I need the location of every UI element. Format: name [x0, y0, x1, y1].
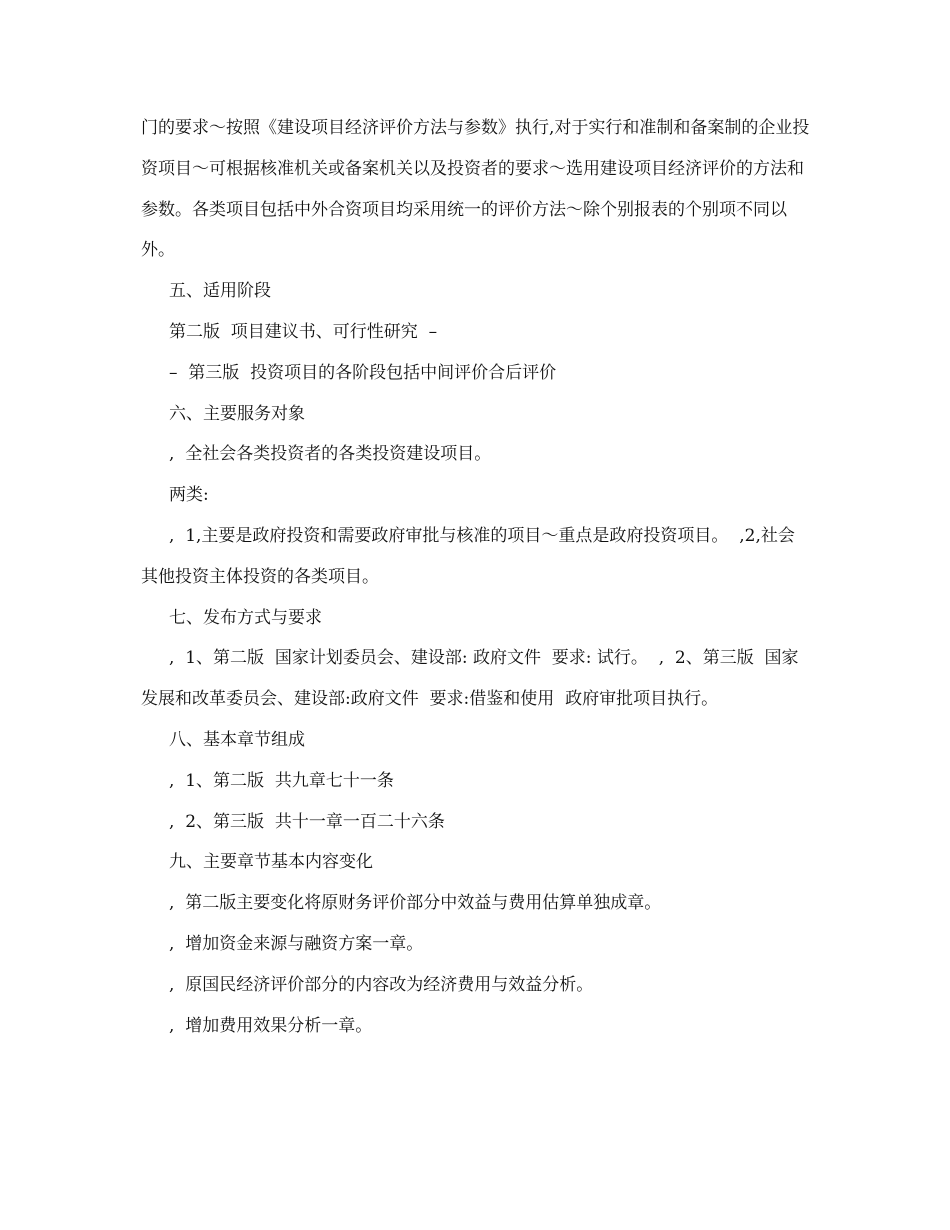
paragraph-change-1: , 第二版主要变化将原财务评价部分中效益与费用估算单独成章。: [169, 893, 662, 914]
paragraph-stage-v3: – 第三版 投资项目的各阶段包括中间评价合后评价: [169, 362, 557, 383]
section-heading-7: 七、发布方式与要求: [169, 607, 322, 628]
document-page: [141, 108, 811, 1046]
section-heading-8: 八、基本章节组成: [169, 729, 305, 750]
paragraph-stage-v2: 第二版 项目建议书、可行性研究 –: [169, 321, 438, 342]
paragraph-change-3: , 原国民经济评价部分的内容改为经济费用与效益分析。: [169, 974, 594, 995]
paragraph-service-scope: , 全社会各类投资者的各类投资建设项目。: [169, 444, 492, 465]
paragraph-change-4: , 增加费用效果分析一章。: [169, 1015, 373, 1036]
paragraph-release-method: , 1、第二版 国家计划委员会、建设部: 政府文件 要求: 试行。 , 2、第三版 国家发展和改革委员会、建设部:政府文件 要求:借鉴和使用 政府审批项目执行。: [141, 648, 799, 710]
paragraph-change-2: , 增加资金来源与融资方案一章。: [169, 933, 424, 954]
paragraph-two-types: 两类:: [169, 485, 209, 506]
paragraph-chapters-v2: , 1、第二版 共九章七十一条: [169, 770, 394, 791]
section-heading-9: 九、主要章节基本内容变化: [169, 852, 373, 873]
section-heading-5: 五、适用阶段: [169, 281, 271, 302]
paragraph-chapters-v3: , 2、第三版 共十一章一百二十六条: [169, 811, 445, 832]
section-heading-6: 六、主要服务对象: [169, 403, 305, 424]
paragraph-continuation: 门的要求～按照《建设项目经济评价方法与参数》执行,对于实行和准制和备案制的企业投资项目～可根据核准机关或备案机关以及投资者的要求～选用建设项目经济评价的方法和参数。各类项目包括中外合资项目均采用统一的评价方法～除个别报表的个别项不同以外。: [141, 118, 810, 261]
paragraph-types-list: , 1,主要是政府投资和需要政府审批与核准的项目～重点是政府投资项目。 ,2,社会其他投资主体投资的各类项目。: [141, 525, 795, 587]
